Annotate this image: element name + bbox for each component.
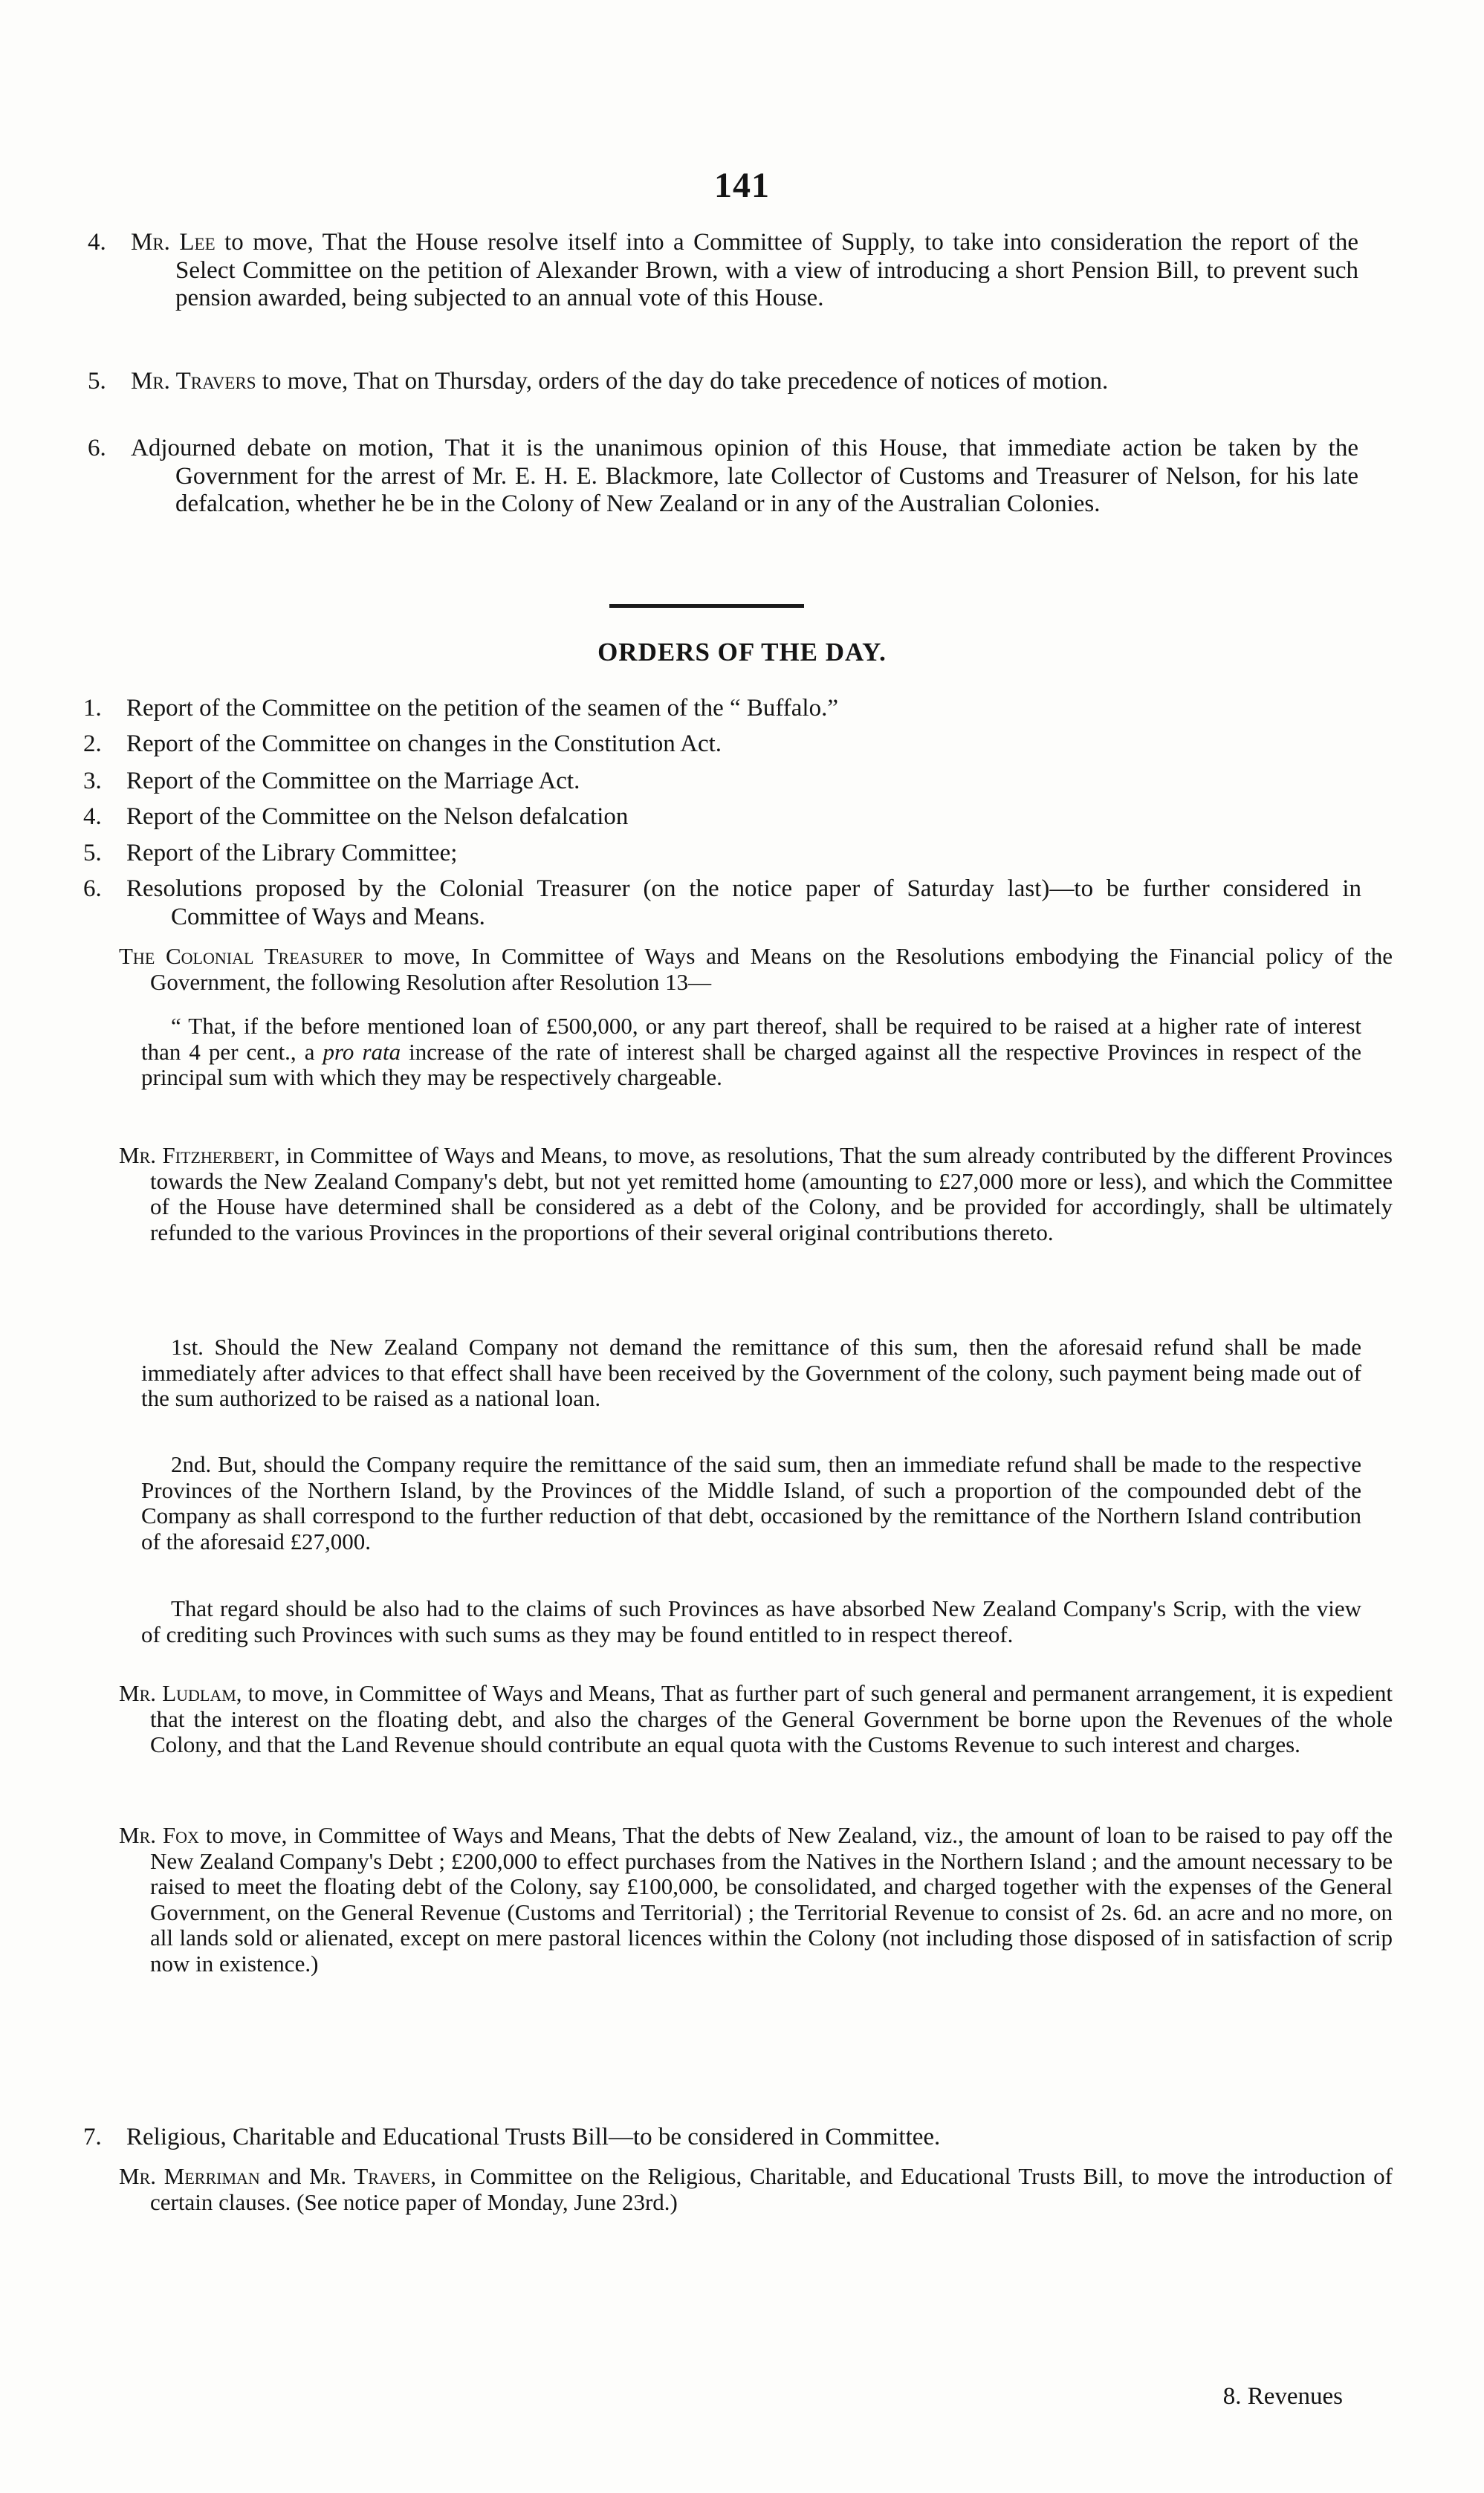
member-name: Mr. Fox bbox=[119, 1822, 199, 1848]
order-text: Report of the Library Committee; bbox=[126, 840, 458, 866]
member-name: The Colonial Treasurer bbox=[119, 943, 364, 969]
member-name: Mr. Travers bbox=[131, 368, 256, 395]
order-text: Report of the Committee on the Nelson defalcation bbox=[126, 803, 629, 830]
order-7 bbox=[83, 2124, 1361, 2152]
order-number: 2. bbox=[83, 730, 102, 757]
order-1 bbox=[83, 695, 1361, 723]
fox-motion bbox=[119, 1823, 1393, 1977]
proposed-resolution-quote: “ That, if the before mentioned loan of £500,000, or any part thereof, shall be required to be raised at a higher rate of interest than 4 per cent., a pro rata increase of the rate of interest shall be charged against all the respective Provinces in respect of the principal sum with which they may be respectively chargeable. bbox=[141, 1013, 1361, 1090]
page-number: 141 bbox=[714, 166, 770, 205]
motion-text: , in Committee of Ways and Means, to move, as resolutions, That the sum already contributed by the different Provinces towards the New Zealand Company's debt, but not yet remitted home (amounting to £27,000 more or less), and which the Committee of the House have determined shall be considered as a debt of the Colony, and be provided for accordingly, shall be ultimately refunded to the various Provinces in the proportions of their several original contributions thereto. bbox=[150, 1142, 1393, 1245]
motion-text: to move, In Committee of Ways and Means on the Resolutions embodying the Financial policy of the Government, the following Resolution after Resolution 13— bbox=[150, 943, 1393, 995]
order-text: Religious, Charitable and Educational Trusts Bill—to be considered in Committee. bbox=[126, 2124, 941, 2150]
motion-text: to move, That on Thursday, orders of the day do take precedence of notices of motion. bbox=[256, 368, 1109, 395]
orders-heading: ORDERS OF THE DAY. bbox=[597, 638, 887, 667]
colonial-treasurer-motion bbox=[119, 944, 1393, 995]
order-2 bbox=[83, 730, 1361, 759]
fitzherbert-third-clause: That regard should be also had to the claims of such Provinces as have absorbed New Zealand Company's Scrip, with the view of crediting such Provinces with such sums as they may be found entitled to in respect thereof. bbox=[141, 1595, 1361, 1647]
order-number: 6. bbox=[83, 875, 102, 902]
merriman-travers-motion: Mr. Merriman and Mr. Travers, in Committee on the Religious, Charitable, and Educational Trusts Bill, to move the introduction of certain clauses. (See notice paper of Monday, June 23rd.) bbox=[119, 2163, 1393, 2215]
motion-number: 6. bbox=[88, 435, 106, 461]
motion-text: to move, in Committee of Ways and Means, That the debts of New Zealand, viz., the amount of loan to be raised to pay off the New Zealand Company's Debt ; £200,000 to effect purchases from the Natives in the Northern Island ; and the amount necessary to be raised to meet the floating debt of the Colony, say £100,000, be consolidated, and charged together with the expenses of the General Government, on the General Revenue (Customs and Territorial) ; the Territorial Revenue to consist of 2s. 6d. an acre and no more, on all lands sold or alienated, except on mere pastoral licences within the Colony (not including those disposed of in satisfaction of scrip now in existence.) bbox=[150, 1822, 1393, 1977]
order-number: 1. bbox=[83, 695, 102, 722]
catchword: 8. Revenues bbox=[1222, 2383, 1343, 2410]
member-name: Mr. Travers bbox=[309, 2163, 431, 2189]
order-number: 5. bbox=[83, 840, 102, 866]
order-text: Report of the Committee on changes in the Constitution Act. bbox=[126, 730, 722, 757]
order-number: 3. bbox=[83, 768, 102, 794]
fitzherbert-second-clause: 2nd. But, should the Company require the remittance of the said sum, then an immediate refund shall be made to the respective Provinces of the Northern Island, by the Provinces of the Middle Island, of such a proportion of the compounded debt of the Company as shall correspond to the further reduction of that debt, occasioned by the remittance of the Northern Island contribution of the aforesaid £27,000. bbox=[141, 1451, 1361, 1555]
order-3 bbox=[83, 768, 1361, 796]
order-6 bbox=[83, 875, 1361, 931]
section-divider bbox=[609, 604, 804, 608]
order-5 bbox=[83, 840, 1361, 868]
motion-text: , in Committee on the Religious, Charitable, and Educational Trusts Bill, to move the introduction of certain clauses. (See notice paper of Monday, June 23rd.) bbox=[150, 2163, 1393, 2215]
motion-number: 5. bbox=[88, 368, 106, 395]
motion-4 bbox=[88, 229, 1358, 313]
ludlam-motion bbox=[119, 1681, 1393, 1758]
motion-text: to move, That the House resolve itself into a Committee of Supply, to take into consideration the report of the Select Committee on the petition of Alexander Brown, with a view of introducing a short Pension Bill, to prevent such pension awarded, being subjected to an annual vote of this House. bbox=[175, 229, 1358, 311]
order-text: Resolutions proposed by the Colonial Treasurer (on the notice paper of Saturday last)—to be further considered in Committee of Ways and Means. bbox=[126, 875, 1361, 930]
member-name: Mr. Ludlam bbox=[119, 1680, 236, 1706]
member-name: Mr. Merriman bbox=[119, 2163, 260, 2189]
order-text: Report of the Committee on the Marriage Act. bbox=[126, 768, 580, 794]
order-text: Report of the Committee on the petition of the seamen of the “ Buffalo.” bbox=[126, 695, 838, 722]
motion-text: Adjourned debate on motion, That it is the unanimous opinion of this House, that immediate action be taken by the Government for the arrest of Mr. E. H. E. Blackmore, late Collector of Customs and Treasurer of Nelson, for his late defalcation, whether he be in the Colony of New Zealand or in any of the Australian Colonies. bbox=[131, 435, 1358, 517]
motion-text: , to move, in Committee of Ways and Means, That as further part of such general and permanent arrangement, it is expedient that the interest on the floating debt, and also the charges of the General Government be borne upon the Revenues of the whole Colony, and that the Land Revenue should contribute an equal quota with the Customs Revenue to such interest and charges. bbox=[150, 1680, 1393, 1757]
fitzherbert-motion bbox=[119, 1143, 1393, 1245]
motion-5 bbox=[88, 368, 1358, 396]
fitzherbert-first-clause: 1st. Should the New Zealand Company not demand the remittance of this sum, then the aforesaid refund shall be made immediately after advices to that effect shall have been received by the Government of the colony, such payment being made out of the sum authorized to be raised as a national loan. bbox=[141, 1334, 1361, 1411]
order-number: 4. bbox=[83, 803, 102, 830]
motion-number: 4. bbox=[88, 229, 106, 256]
motion-6 bbox=[88, 435, 1358, 519]
member-name: Mr. Fitzherbert bbox=[119, 1142, 274, 1168]
member-name: Mr. Lee bbox=[131, 229, 216, 256]
order-4 bbox=[83, 803, 1361, 831]
order-number: 7. bbox=[83, 2124, 102, 2150]
